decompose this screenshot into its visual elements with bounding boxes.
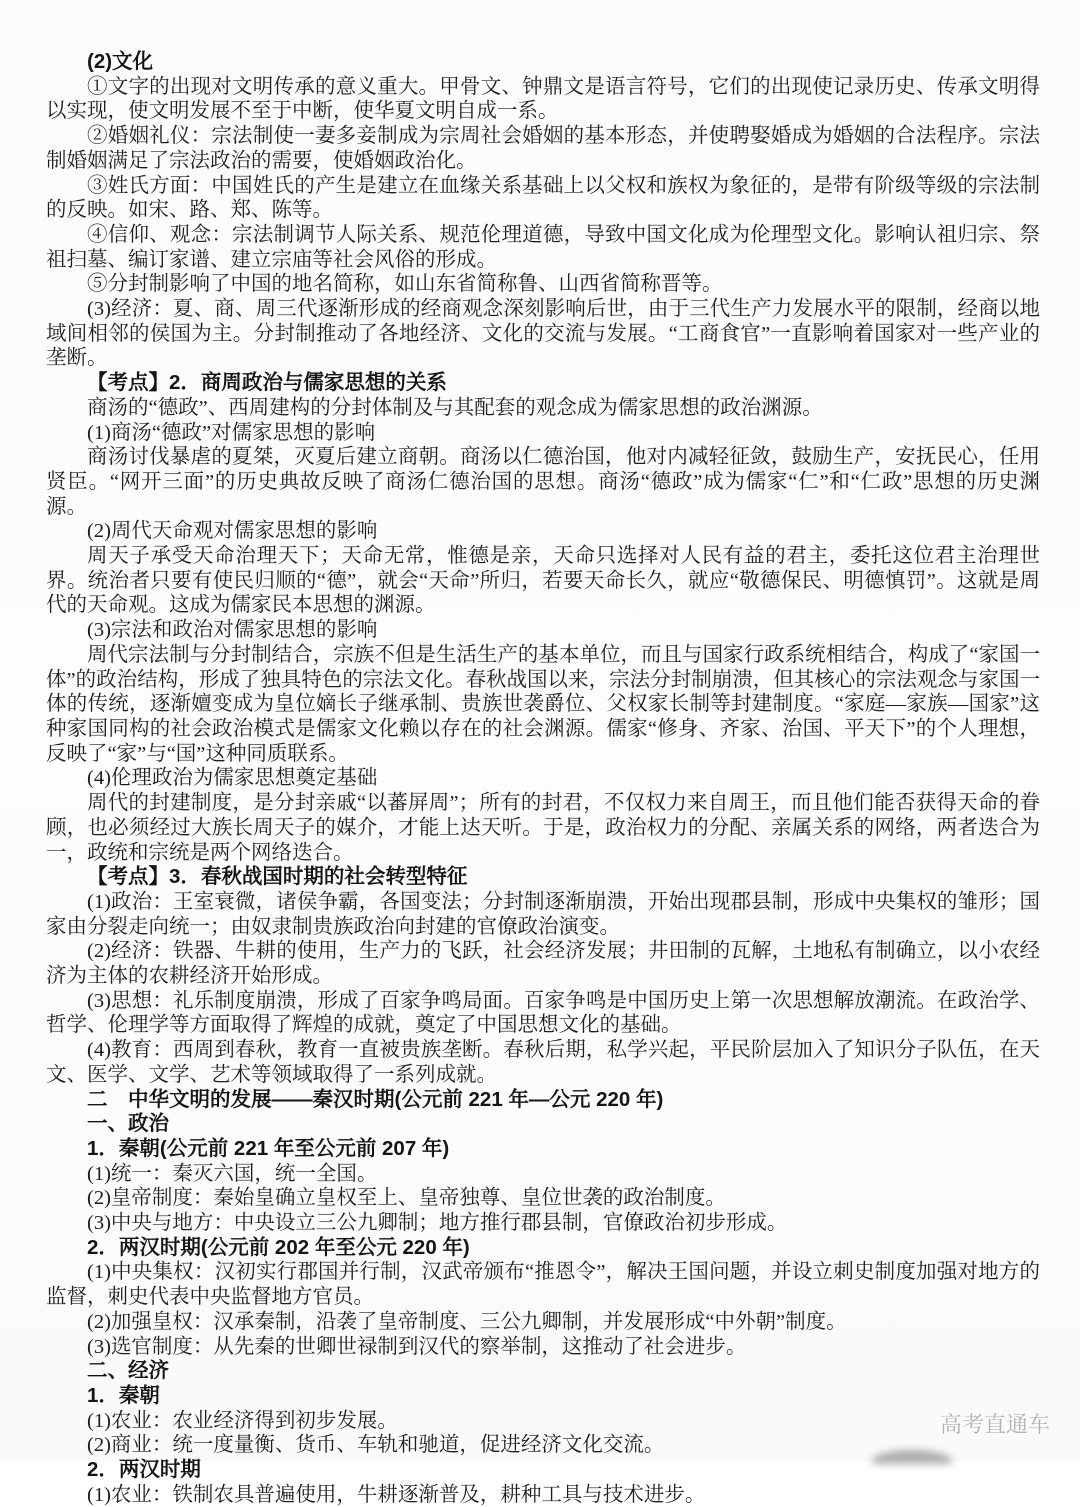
doc-subheading: (2)文化	[87, 50, 154, 73]
doc-paragraph: 商汤的“德政”、西周建构的分封体制及与其配套的观念成为儒家思想的政治渊源。	[87, 396, 823, 419]
doc-paragraph: (2)加强皇权：汉承秦制，沿袭了皇帝制度、三公九卿制，并发展形成“中外朝”制度。	[87, 1310, 847, 1333]
watermark-text: 高考直通车	[940, 1412, 1051, 1437]
doc-exam-point-heading: 【考点】2．商周政治与儒家思想的关系	[87, 371, 447, 395]
doc-paragraph: (4)伦理政治为儒家思想奠定基础	[87, 767, 378, 790]
doc-paragraph: (1)商汤“德政”对儒家思想的影响	[87, 421, 376, 444]
doc-paragraph: (1)统一：秦灭六国，统一全国。	[87, 1162, 378, 1185]
doc-paragraph: 商汤讨伐暴虐的夏桀，灭夏后建立商朝。商汤以仁德治国，他对内减轻征敛，鼓励生产，安抚民心，任用贤臣。“网开三面”的历史典故反映了商汤仁德治国的思想。商汤“德政”成为儒家“仁”和“仁政”思想的历史渊源。	[46, 446, 1040, 518]
doc-paragraph: 周代的封建制度，是分封亲戚“以蕃屏周”；所有的封君，不仅权力来自周王，而且他们能否获得天命的眷顾，也必须经过大族长周天子的媒介，才能上达天听。于是，政治权力的分配、亲属关系的网络，两者迭合为一，政统和宗统是两个网络迭合。	[46, 792, 1040, 864]
doc-subheading: 一、政治	[87, 1112, 169, 1136]
doc-subheading: 1．秦朝(公元前 221 年至公元前 207 年)	[87, 1136, 450, 1160]
doc-paragraph: (3)中央与地方：中央设立三公九卿制；地方推行郡县制，官僚政治初步形成。	[87, 1212, 788, 1235]
doc-subheading: 1．秦朝	[87, 1383, 160, 1407]
doc-paragraph: (3)思想：礼乐制度崩溃，形成了百家争鸣局面。百家争鸣是中国历史上第一次思想解放潮流。在政治学、哲学、伦理学等方面取得了辉煌的成就，奠定了中国思想文化的基础。	[46, 989, 1040, 1037]
doc-paragraph: (1)政治：王室衰微，诸侯争霸，各国变法；分封制逐渐崩溃，开始出现郡县制，形成中央集权的雏形；国家由分裂走向统一；由奴隶制贵族政治向封建的官僚政治演变。	[46, 890, 1040, 938]
doc-paragraph: ②婚姻礼仪：宗法制使一妻多妾制成为宗周社会婚姻的基本形态，并使聘娶婚成为婚姻的合法程序。宗法制婚姻满足了宗法政治的需要，使婚姻政治化。	[46, 125, 1040, 172]
doc-paragraph: ④信仰、观念：宗法制调节人际关系、规范伦理道德，导致中国文化成为伦理型文化。影响认祖归宗、祭祖扫墓、编订家谱、建立宗庙等社会风俗的形成。	[46, 223, 1040, 271]
doc-subheading: 2．两汉时期	[87, 1458, 201, 1482]
doc-paragraph: ①文字的出现对文明传承的意义重大。甲骨文、钟鼎文是语言符号，它们的出现使记录历史、传承文明得以实现，使文明发展不至于中断，使华夏文明自成一系。	[46, 75, 1040, 123]
doc-paragraph: (2)周代天命观对儒家思想的影响	[87, 520, 378, 543]
doc-paragraph: 周代宗法制与分封制结合，宗族不但是生活生产的基本单位，而且与国家行政系统相结合，构成了“家国一体”的政治结构，形成了独具特色的宗法文化。春秋战国以来，宗法分封制崩溃，但其核心的宗法观念与家国一体的传统，逐渐嬗变成为皇位嫡长子继承制、贵族世袭爵位、父权家长制等封建制度。“家庭—家族—国家”这种家国同构的社会政治模式是儒家文化赖以存在的社会渊源。儒家“修身、齐家、治国、平天下”的个人理想，反映了“家”与“国”这种同质联系。	[46, 643, 1040, 765]
doc-exam-point-heading: 【考点】3．春秋战国时期的社会转型特征	[87, 865, 468, 889]
doc-paragraph: (2)经济：铁器、牛耕的使用，生产力的飞跃，社会经济发展；井田制的瓦解，土地私有制确立，以小农经济为主体的农耕经济开始形成。	[46, 940, 1040, 988]
doc-paragraph: (3)选官制度：从先秦的世卿世禄制到汉代的察举制，这推动了社会进步。	[87, 1335, 747, 1358]
doc-paragraph: ③姓氏方面：中国姓氏的产生是建立在血缘关系基础上以父权和族权为象征的，是带有阶级等级的宗法制的反映。如宋、路、郑、陈等。	[46, 174, 1040, 222]
doc-paragraph: (1)农业：铁制农具普遍使用，牛耕逐渐普及，耕种工具与技术进步。	[87, 1483, 706, 1506]
doc-paragraph: (3)经济：夏、商、周三代逐渐形成的经商观念深刻影响后世，由于三代生产力发展水平的限制，经商以地域间相邻的侯国为主。分封制推动了各地经济、文化的交流与发展。“工商食官”一直影响着国家对一些产业的垄断。	[46, 298, 1040, 370]
doc-paragraph: (4)教育：西周到春秋，教育一直被贵族垄断。春秋后期，私学兴起，平民阶层加入了知识分子队伍，在天文、医学、文学、艺术等领域取得了一系列成就。	[46, 1039, 1040, 1086]
doc-paragraph: (2)皇帝制度：秦始皇确立皇权至上、皇帝独尊、皇位世袭的政治制度。	[87, 1187, 726, 1210]
doc-paragraph: (2)商业：统一度量衡、货币、车轨和驰道，促进经济文化交流。	[87, 1434, 665, 1457]
doc-paragraph: ⑤分封制影响了中国的地名简称，如山东省简称鲁、山西省简称晋等。	[87, 273, 723, 296]
doc-paragraph: (3)宗法和政治对儒家思想的影响	[87, 619, 378, 642]
doc-section-heading: 二 中华文明的发展——秦汉时期(公元前 221 年—公元 220 年)	[87, 1087, 664, 1111]
doc-subheading: 2．两汉时期(公元前 202 年至公元 220 年)	[87, 1235, 470, 1259]
doc-subheading: 二、经济	[87, 1359, 169, 1383]
doc-paragraph: 周天子承受天命治理天下；天命无常，惟德是亲，天命只选择对人民有益的君主，委托这位君主治理世界。统治者只要有使民归顺的“德”，就会“天命”所归，若要天命长久，就应“敬德保民、明德慎罚”。这就是周代的天命观。这成为儒家民本思想的渊源。	[46, 545, 1040, 617]
doc-paragraph: (1)中央集权：汉初实行郡国并行制，汉武帝颁布“推恩令”，解决王国问题，并设立刺史制度加强对地方的监督，刺史代表中央监督地方官员。	[46, 1261, 1040, 1309]
doc-paragraph: (1)农业：农业经济得到初步发展。	[87, 1409, 398, 1432]
